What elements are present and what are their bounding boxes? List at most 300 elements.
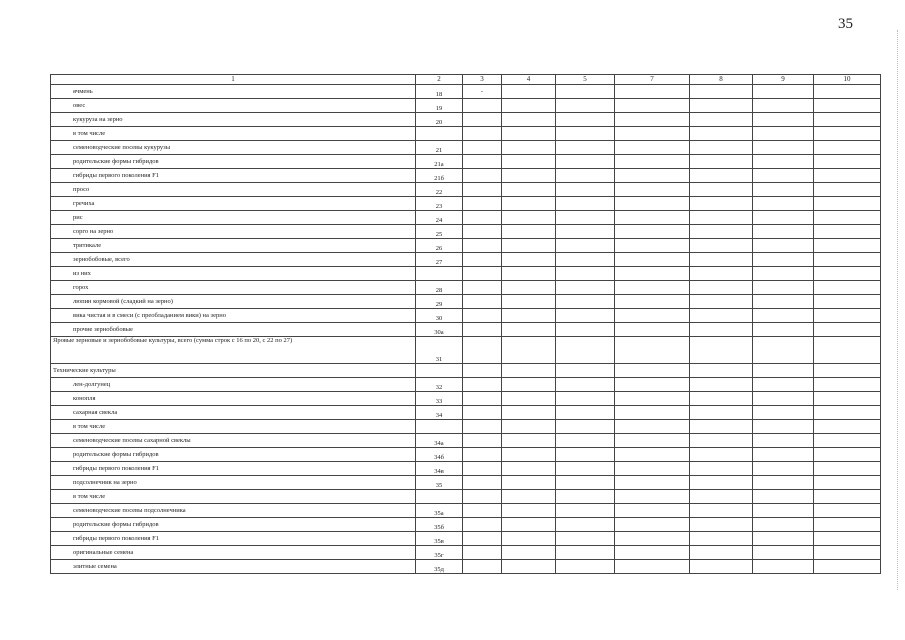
data-cell[interactable] xyxy=(615,476,690,490)
row-name: кукуруза на зерно xyxy=(51,113,416,127)
row-name: Технические культуры xyxy=(51,364,416,378)
data-cell[interactable] xyxy=(615,141,690,155)
data-cell[interactable] xyxy=(502,99,556,113)
data-cell[interactable] xyxy=(814,323,881,337)
table-row xyxy=(51,490,881,504)
table-row xyxy=(51,420,881,434)
data-cell[interactable] xyxy=(463,267,502,281)
data-cell[interactable] xyxy=(463,197,502,211)
row-code: 21б xyxy=(416,169,463,183)
data-cell[interactable] xyxy=(690,323,753,337)
data-cell[interactable] xyxy=(814,85,881,99)
data-cell[interactable] xyxy=(556,476,615,490)
column-header: 2 xyxy=(416,75,463,85)
data-cell[interactable] xyxy=(556,378,615,392)
data-cell[interactable] xyxy=(814,378,881,392)
data-cell[interactable] xyxy=(463,183,502,197)
data-cell[interactable] xyxy=(556,323,615,337)
column-header: 1 xyxy=(51,75,416,85)
data-cell[interactable] xyxy=(615,448,690,462)
data-cell[interactable] xyxy=(690,490,753,504)
column-header: 5 xyxy=(556,75,615,85)
data-cell[interactable] xyxy=(753,183,814,197)
data-cell[interactable] xyxy=(753,141,814,155)
data-cell[interactable] xyxy=(556,490,615,504)
data-cell[interactable] xyxy=(690,504,753,518)
data-cell[interactable] xyxy=(463,225,502,239)
data-cell[interactable] xyxy=(463,532,502,546)
data-cell[interactable] xyxy=(753,225,814,239)
data-cell[interactable] xyxy=(814,225,881,239)
data-cell[interactable] xyxy=(615,169,690,183)
row-code: 22 xyxy=(416,183,463,197)
row-code xyxy=(416,127,463,141)
data-cell[interactable] xyxy=(690,99,753,113)
data-cell[interactable] xyxy=(556,113,615,127)
data-cell[interactable] xyxy=(502,295,556,309)
data-cell[interactable] xyxy=(753,420,814,434)
data-cell[interactable] xyxy=(556,225,615,239)
data-cell[interactable] xyxy=(502,462,556,476)
data-cell[interactable] xyxy=(753,113,814,127)
data-cell[interactable] xyxy=(753,378,814,392)
data-cell[interactable] xyxy=(502,113,556,127)
data-cell[interactable] xyxy=(615,225,690,239)
column-header: 10 xyxy=(814,75,881,85)
data-cell[interactable] xyxy=(615,183,690,197)
data-cell[interactable] xyxy=(556,546,615,560)
data-cell[interactable] xyxy=(814,337,881,364)
data-cell[interactable] xyxy=(502,323,556,337)
data-cell[interactable] xyxy=(556,504,615,518)
data-cell[interactable] xyxy=(502,267,556,281)
data-cell[interactable] xyxy=(463,211,502,225)
data-cell[interactable] xyxy=(814,546,881,560)
data-cell[interactable] xyxy=(556,420,615,434)
data-cell[interactable] xyxy=(615,113,690,127)
data-cell[interactable] xyxy=(814,99,881,113)
table-row xyxy=(51,169,881,183)
data-cell[interactable] xyxy=(690,406,753,420)
data-cell[interactable] xyxy=(753,532,814,546)
data-cell[interactable] xyxy=(502,309,556,323)
row-name: сорго на зерно xyxy=(51,225,416,239)
data-cell[interactable] xyxy=(690,267,753,281)
table-row xyxy=(51,225,881,239)
data-cell[interactable] xyxy=(690,309,753,323)
data-cell[interactable] xyxy=(502,392,556,406)
data-cell[interactable] xyxy=(814,476,881,490)
table-row xyxy=(51,253,881,267)
data-cell[interactable] xyxy=(615,281,690,295)
data-cell[interactable] xyxy=(814,462,881,476)
data-cell[interactable] xyxy=(753,323,814,337)
data-cell[interactable] xyxy=(753,364,814,378)
table-row xyxy=(51,309,881,323)
data-cell[interactable] xyxy=(690,281,753,295)
data-cell[interactable] xyxy=(753,392,814,406)
data-cell[interactable] xyxy=(753,239,814,253)
data-cell[interactable] xyxy=(502,337,556,364)
data-cell[interactable] xyxy=(690,127,753,141)
data-cell[interactable] xyxy=(556,211,615,225)
data-cell[interactable] xyxy=(753,518,814,532)
table-row xyxy=(51,434,881,448)
data-cell[interactable] xyxy=(463,141,502,155)
data-cell[interactable] xyxy=(753,253,814,267)
row-code: 31 xyxy=(416,337,463,364)
data-cell[interactable] xyxy=(615,392,690,406)
data-cell[interactable] xyxy=(690,462,753,476)
data-cell[interactable] xyxy=(753,197,814,211)
row-name: овес xyxy=(51,99,416,113)
row-code: 21а xyxy=(416,155,463,169)
data-cell[interactable] xyxy=(753,337,814,364)
data-cell[interactable] xyxy=(556,267,615,281)
row-name: гибриды первого поколения F1 xyxy=(51,462,416,476)
data-cell[interactable] xyxy=(690,546,753,560)
table-row xyxy=(51,239,881,253)
data-cell[interactable] xyxy=(502,434,556,448)
row-name: вика чистая и в смеси (с преобладанием вики) на зерно xyxy=(51,309,416,323)
column-header: 9 xyxy=(753,75,814,85)
row-name: сахарная свекла xyxy=(51,406,416,420)
data-cell[interactable] xyxy=(556,239,615,253)
row-code: 23 xyxy=(416,197,463,211)
table-row xyxy=(51,462,881,476)
data-cell[interactable] xyxy=(814,504,881,518)
row-name: горох xyxy=(51,281,416,295)
data-cell[interactable] xyxy=(556,127,615,141)
table-row xyxy=(51,127,881,141)
data-cell[interactable] xyxy=(615,99,690,113)
data-cell[interactable] xyxy=(814,183,881,197)
table-row xyxy=(51,211,881,225)
row-name: семеноводческие посевы подсолнечника xyxy=(51,504,416,518)
data-cell[interactable] xyxy=(463,253,502,267)
data-cell[interactable] xyxy=(814,490,881,504)
data-cell[interactable] xyxy=(502,448,556,462)
data-cell[interactable] xyxy=(615,532,690,546)
data-cell[interactable] xyxy=(814,127,881,141)
data-cell[interactable] xyxy=(615,127,690,141)
data-cell[interactable] xyxy=(463,462,502,476)
data-cell[interactable] xyxy=(615,309,690,323)
data-cell[interactable] xyxy=(463,281,502,295)
data-cell[interactable] xyxy=(814,364,881,378)
data-cell[interactable] xyxy=(753,267,814,281)
data-cell[interactable] xyxy=(502,546,556,560)
data-cell[interactable] xyxy=(463,127,502,141)
table-row xyxy=(51,560,881,574)
data-cell[interactable] xyxy=(502,211,556,225)
data-cell[interactable] xyxy=(814,267,881,281)
data-cell[interactable] xyxy=(690,225,753,239)
page-number: 35 xyxy=(838,16,853,32)
data-cell[interactable] xyxy=(556,183,615,197)
data-cell[interactable] xyxy=(690,197,753,211)
data-cell[interactable] xyxy=(615,253,690,267)
data-cell[interactable] xyxy=(556,560,615,574)
data-cell[interactable] xyxy=(615,560,690,574)
data-cell[interactable] xyxy=(556,337,615,364)
data-cell[interactable] xyxy=(502,197,556,211)
data-cell[interactable]: - xyxy=(463,85,502,99)
data-cell[interactable] xyxy=(615,211,690,225)
data-cell[interactable] xyxy=(690,113,753,127)
data-cell[interactable] xyxy=(753,211,814,225)
column-header: 4 xyxy=(502,75,556,85)
row-name: оригинальные семена xyxy=(51,546,416,560)
data-cell[interactable] xyxy=(753,127,814,141)
data-cell[interactable] xyxy=(814,532,881,546)
data-cell[interactable] xyxy=(753,560,814,574)
data-cell[interactable] xyxy=(690,532,753,546)
data-cell[interactable] xyxy=(615,462,690,476)
data-cell[interactable] xyxy=(615,518,690,532)
data-cell[interactable] xyxy=(753,406,814,420)
data-cell[interactable] xyxy=(690,85,753,99)
data-cell[interactable] xyxy=(814,281,881,295)
data-cell[interactable] xyxy=(463,295,502,309)
data-cell[interactable] xyxy=(690,295,753,309)
data-cell[interactable] xyxy=(814,434,881,448)
data-cell[interactable] xyxy=(753,309,814,323)
data-cell[interactable] xyxy=(615,546,690,560)
data-cell[interactable] xyxy=(556,155,615,169)
data-cell[interactable] xyxy=(556,518,615,532)
data-cell[interactable] xyxy=(463,364,502,378)
data-cell[interactable] xyxy=(463,504,502,518)
data-cell[interactable] xyxy=(502,364,556,378)
row-name: родительские формы гибридов xyxy=(51,518,416,532)
data-cell[interactable] xyxy=(615,434,690,448)
data-cell[interactable] xyxy=(690,253,753,267)
row-name: элитные семена xyxy=(51,560,416,574)
data-cell[interactable] xyxy=(556,434,615,448)
data-cell[interactable] xyxy=(463,392,502,406)
data-cell[interactable] xyxy=(814,420,881,434)
row-code: 18 xyxy=(416,85,463,99)
data-cell[interactable] xyxy=(753,169,814,183)
data-cell[interactable] xyxy=(502,281,556,295)
data-cell[interactable] xyxy=(463,448,502,462)
data-cell[interactable] xyxy=(814,211,881,225)
row-name: люпин кормовой (сладкий на зерно) xyxy=(51,295,416,309)
row-name: в том числе xyxy=(51,127,416,141)
data-cell[interactable] xyxy=(463,323,502,337)
data-cell[interactable] xyxy=(753,295,814,309)
data-cell[interactable] xyxy=(615,155,690,169)
data-cell[interactable] xyxy=(502,253,556,267)
data-cell[interactable] xyxy=(556,448,615,462)
data-cell[interactable] xyxy=(556,281,615,295)
data-cell[interactable] xyxy=(463,309,502,323)
row-name: из них xyxy=(51,267,416,281)
data-cell[interactable] xyxy=(690,169,753,183)
data-cell[interactable] xyxy=(690,420,753,434)
data-cell[interactable] xyxy=(502,378,556,392)
data-cell[interactable] xyxy=(502,476,556,490)
data-cell[interactable] xyxy=(463,546,502,560)
row-code: 34а xyxy=(416,434,463,448)
data-cell[interactable] xyxy=(753,85,814,99)
data-cell[interactable] xyxy=(463,155,502,169)
row-name: в том числе xyxy=(51,420,416,434)
data-cell[interactable] xyxy=(463,518,502,532)
data-cell[interactable] xyxy=(753,462,814,476)
data-cell[interactable] xyxy=(690,364,753,378)
data-cell[interactable] xyxy=(463,239,502,253)
data-cell[interactable] xyxy=(814,253,881,267)
table-row xyxy=(51,546,881,560)
table-row xyxy=(51,183,881,197)
data-cell[interactable] xyxy=(556,364,615,378)
data-cell[interactable] xyxy=(463,337,502,364)
data-cell[interactable] xyxy=(814,295,881,309)
data-cell[interactable] xyxy=(615,267,690,281)
data-cell[interactable] xyxy=(463,434,502,448)
data-cell[interactable] xyxy=(814,309,881,323)
data-cell[interactable] xyxy=(463,378,502,392)
data-cell[interactable] xyxy=(556,141,615,155)
data-cell[interactable] xyxy=(556,532,615,546)
data-cell[interactable] xyxy=(814,448,881,462)
data-cell[interactable] xyxy=(690,239,753,253)
data-cell[interactable] xyxy=(502,155,556,169)
data-cell[interactable] xyxy=(615,337,690,364)
data-cell[interactable] xyxy=(502,127,556,141)
data-cell[interactable] xyxy=(463,490,502,504)
row-code: 34б xyxy=(416,448,463,462)
data-cell[interactable] xyxy=(615,504,690,518)
row-code: 30 xyxy=(416,309,463,323)
data-cell[interactable] xyxy=(814,169,881,183)
data-cell[interactable] xyxy=(753,281,814,295)
row-code: 25 xyxy=(416,225,463,239)
data-cell[interactable] xyxy=(690,434,753,448)
data-cell[interactable] xyxy=(502,518,556,532)
data-cell[interactable] xyxy=(502,504,556,518)
data-cell[interactable] xyxy=(690,448,753,462)
data-cell[interactable] xyxy=(615,197,690,211)
table-row xyxy=(51,378,881,392)
table-row xyxy=(51,197,881,211)
data-cell[interactable] xyxy=(753,490,814,504)
data-cell[interactable] xyxy=(814,113,881,127)
data-cell[interactable] xyxy=(690,155,753,169)
data-cell[interactable] xyxy=(556,85,615,99)
data-cell[interactable] xyxy=(556,99,615,113)
data-cell[interactable] xyxy=(753,155,814,169)
row-name: тритикале xyxy=(51,239,416,253)
data-cell[interactable] xyxy=(615,364,690,378)
data-cell[interactable] xyxy=(615,85,690,99)
data-cell[interactable] xyxy=(502,225,556,239)
data-cell[interactable] xyxy=(690,378,753,392)
table-row xyxy=(51,476,881,490)
data-cell[interactable] xyxy=(753,434,814,448)
data-cell[interactable] xyxy=(690,392,753,406)
data-cell[interactable] xyxy=(502,141,556,155)
data-cell[interactable] xyxy=(753,448,814,462)
data-cell[interactable] xyxy=(690,183,753,197)
data-cell[interactable] xyxy=(463,406,502,420)
table-row xyxy=(51,406,881,420)
row-code: 35б xyxy=(416,518,463,532)
data-cell[interactable] xyxy=(502,183,556,197)
data-cell[interactable] xyxy=(814,155,881,169)
data-cell[interactable] xyxy=(463,99,502,113)
data-cell[interactable] xyxy=(615,420,690,434)
data-cell[interactable] xyxy=(502,239,556,253)
data-cell[interactable] xyxy=(502,85,556,99)
data-cell[interactable] xyxy=(502,532,556,546)
data-cell[interactable] xyxy=(556,295,615,309)
data-cell[interactable] xyxy=(463,476,502,490)
data-cell[interactable] xyxy=(556,462,615,476)
data-cell[interactable] xyxy=(690,518,753,532)
data-cell[interactable] xyxy=(556,392,615,406)
data-cell[interactable] xyxy=(690,560,753,574)
data-cell[interactable] xyxy=(814,197,881,211)
row-code: 29 xyxy=(416,295,463,309)
row-code xyxy=(416,420,463,434)
data-cell[interactable] xyxy=(615,490,690,504)
data-cell[interactable] xyxy=(690,141,753,155)
data-cell[interactable] xyxy=(690,337,753,364)
data-cell[interactable] xyxy=(814,392,881,406)
row-code: 20 xyxy=(416,113,463,127)
data-cell[interactable] xyxy=(502,420,556,434)
data-cell[interactable] xyxy=(463,560,502,574)
data-cell[interactable] xyxy=(556,169,615,183)
row-name: семеноводческие посевы сахарной свеклы xyxy=(51,434,416,448)
data-cell[interactable] xyxy=(814,406,881,420)
data-cell[interactable] xyxy=(753,504,814,518)
data-cell[interactable] xyxy=(502,490,556,504)
data-cell[interactable] xyxy=(556,309,615,323)
data-cell[interactable] xyxy=(502,169,556,183)
data-cell[interactable] xyxy=(753,476,814,490)
data-cell[interactable] xyxy=(615,295,690,309)
data-cell[interactable] xyxy=(690,211,753,225)
data-cell[interactable] xyxy=(615,239,690,253)
data-cell[interactable] xyxy=(753,546,814,560)
data-cell[interactable] xyxy=(814,141,881,155)
data-cell[interactable] xyxy=(615,323,690,337)
data-cell[interactable] xyxy=(556,197,615,211)
data-cell[interactable] xyxy=(556,253,615,267)
data-cell[interactable] xyxy=(615,406,690,420)
data-cell[interactable] xyxy=(502,560,556,574)
row-code: 34 xyxy=(416,406,463,420)
data-cell[interactable] xyxy=(463,420,502,434)
data-cell[interactable] xyxy=(814,560,881,574)
data-cell[interactable] xyxy=(463,113,502,127)
data-cell[interactable] xyxy=(463,169,502,183)
data-cell[interactable] xyxy=(502,406,556,420)
data-cell[interactable] xyxy=(814,518,881,532)
row-name: зернобобовые, всего xyxy=(51,253,416,267)
row-code: 21 xyxy=(416,141,463,155)
table-row xyxy=(51,337,881,364)
data-cell[interactable] xyxy=(814,239,881,253)
data-cell[interactable] xyxy=(690,476,753,490)
data-cell[interactable] xyxy=(615,378,690,392)
data-cell[interactable] xyxy=(753,99,814,113)
data-cell[interactable] xyxy=(556,406,615,420)
